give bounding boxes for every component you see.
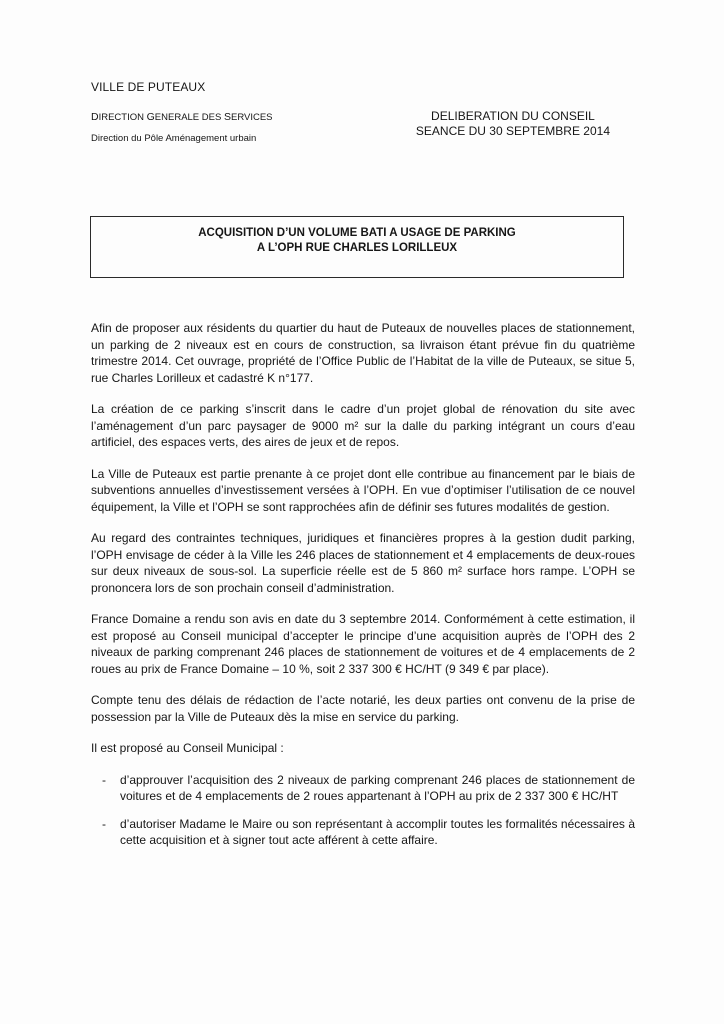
dept-part-3: ERVICES xyxy=(230,112,273,123)
list-item xyxy=(91,816,635,849)
paragraph: La création de ce parking s’inscrit dans le cadre d’un projet global de rénovation du site avec l’aménagement d’un parc paysager de 9000 m² sur la dalle du parking intégrant un cours d’eau artificiel, des espaces verts, des aires de jeux et de repos. xyxy=(91,402,635,449)
paragraph: France Domaine a rendu son avis en date du 3 septembre 2014. Conformément à cette estimation, il est proposé au Conseil municipal d’accepter le principe d’une acquisition auprès de l’OPH des 2 niveaux de parking comprenant 246 places de stationnement de voitures et de 4 emplacements de 2 roues au prix de France Domaine – 10 %, soit 2 337 300 € HC/HT (9 349 € par place). xyxy=(91,612,635,676)
subject-title-line-2: A L’OPH RUE CHARLES LORILLEUX xyxy=(256,242,458,254)
list-item-text: d’approuver l’acquisition des 2 niveaux de parking comprenant 246 places de stationnement de voitures et de 4 emplacements de 2 roues appartenant à l’OPH au prix de 2 337 300 € HC/HT xyxy=(120,772,635,803)
organization-name: VILLE DE PUTEAUX xyxy=(91,80,206,94)
dept-initial-g: G xyxy=(146,111,155,123)
paragraph: Il est proposé au Conseil Municipal : xyxy=(91,741,284,755)
paragraph: La Ville de Puteaux est partie prenante à ce projet dont elle contribue au financement par le biais de subventions annuelles d’investissement versées à l’OPH. En vue d’optimiser l’utilisation de ce nouvel équipement, la Ville et l’OPH se sont rapprochées afin de définir ses futures modalités de gestion. xyxy=(91,466,635,514)
deliberation-line-1: DELIBERATION DU CONSEIL xyxy=(431,109,595,123)
dept-initial-d: D xyxy=(91,111,99,123)
deliberation-body xyxy=(91,320,635,860)
bullet-dash: - xyxy=(102,772,106,787)
deliberation-heading xyxy=(416,109,610,139)
proposal-list xyxy=(91,772,635,849)
dept-part-1: IRECTION xyxy=(98,112,147,123)
dept-part-2: ENERALE DES xyxy=(154,112,224,123)
subject-title-line-1: ACQUISITION D’UN VOLUME BATI A USAGE DE PARKING xyxy=(198,227,516,239)
letterhead xyxy=(90,80,650,160)
unit-name: Direction du Pôle Aménagement urbain xyxy=(91,133,257,144)
list-item xyxy=(91,772,635,805)
list-item-text: d’autoriser Madame le Maire ou son représentant à accomplir toutes les formalités nécessaires à cette acquisition et à signer tout acte afférent à cette affaire. xyxy=(120,816,635,847)
bullet-dash: - xyxy=(102,816,106,831)
subject-title-box xyxy=(90,216,624,278)
paragraph: Au regard des contraintes techniques, juridiques et financières propres à la gestion dudit parking, l’OPH envisage de céder à la Ville les 246 places de stationnement et 4 emplacements de deux-roues sur deux niveaux de sous-sol. La superficie réelle est de 5 860 m² surface hors rampe. L’OPH se prononcera lors de son prochain conseil d’administration. xyxy=(91,531,635,595)
deliberation-line-2: SEANCE DU 30 SEPTEMBRE 2014 xyxy=(415,124,610,138)
paragraph: Afin de proposer aux résidents du quartier du haut de Puteaux de nouvelles places de stationnement, un parking de 2 niveaux est en cours de construction, sa livraison étant prévue fin du quatrième trimestre 2014. Cet ouvrage, propriété de l’Office Public de l’Habitat de la ville de Puteaux, se situe 5, rue Charles Lorilleux et cadastré K n°177. xyxy=(91,321,635,385)
dept-initial-s: S xyxy=(223,111,231,123)
department-name xyxy=(91,111,273,123)
paragraph: Compte tenu des délais de rédaction de l’acte notarié, les deux parties ont convenu de la prise de possession par la Ville de Puteaux dès la mise en service du parking. xyxy=(91,693,635,724)
